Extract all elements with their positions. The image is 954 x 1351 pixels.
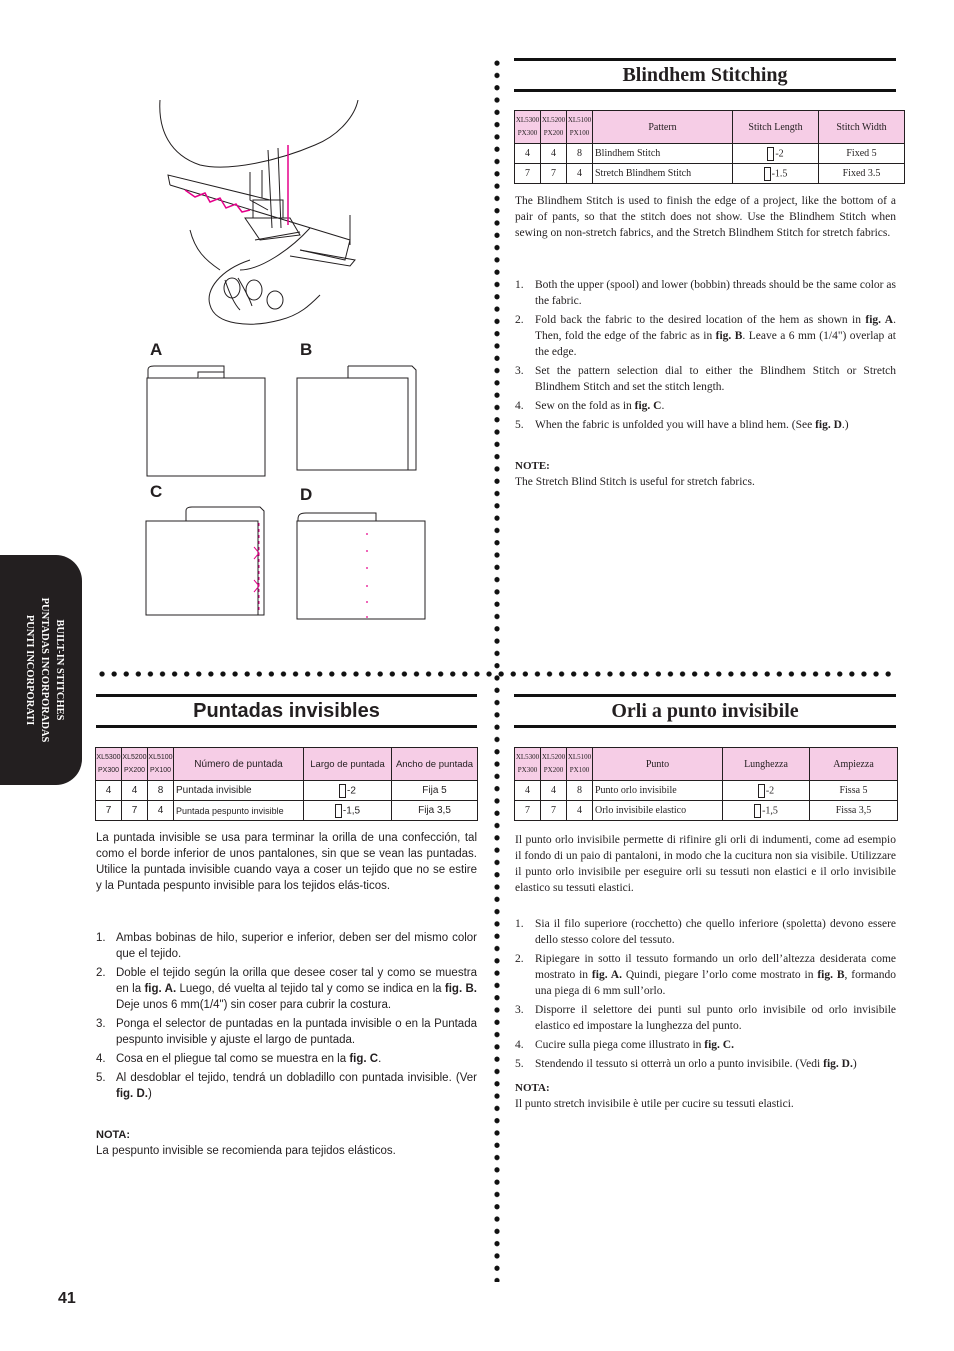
header-stitch-length: Largo de puntada — [304, 748, 392, 781]
header-stitch-width: Ampiezza — [810, 748, 898, 781]
model-col-1: XL5300 PX300 — [515, 111, 541, 144]
horizontal-dotted-divider — [96, 670, 896, 678]
list-item: 2. Fold back the fabric to the desired location of the hem as shown in fig. A. Then, fold the edge of the fabric as in fig. B. Leave a 6 mm (1/4") overlap at the edge. — [515, 314, 896, 358]
table-row: 4 4 8 Punto orlo invisibile -2 Fissa 5 — [515, 781, 898, 801]
list-item: 1. Both the upper (spool) and lower (bobbin) threads should be the same color as the fabric. — [515, 279, 896, 307]
table-row: 4 4 8 Blindhem Stitch -2 Fixed 5 — [515, 144, 905, 164]
length-box-icon — [767, 147, 774, 161]
fig-d-diagram — [292, 505, 432, 623]
spanish-note-text: La pespunto invisible se recomienda para tejidos elásticos. — [96, 1145, 396, 1157]
english-note-text: The Stretch Blind Stitch is useful for stretch fabrics. — [515, 476, 755, 488]
italian-intro: Il punto orlo invisibile permette di rifinire gli orli di indumenti, come ad esempio il fondo di un paio di pantaloni, in modo che la cucitura non sia visibile. Utilizzare il punto orlo invisibile per eseguire orli su tessuti non elastici e il orlo invisibile elastico su tessuti elastici. — [515, 834, 896, 894]
english-title: Blindhem Stitching — [514, 58, 896, 92]
spanish-intro: La puntada invisible se usa para terminar la orilla de una confección, tal como el borde inferior de unos pantalones, sin que se vean las puntadas. Utilice la puntada invisible cuando vaya a coser un tejido que no se estire y la Puntada pespunto invisible para los tejidos elás-ticos. — [96, 832, 477, 892]
header-stitch-length: Lunghezza — [723, 748, 810, 781]
fig-b-diagram — [292, 362, 422, 480]
list-item: 5. When the fabric is unfolded you will have a blind hem. (See fig. D.) — [515, 419, 849, 431]
header-pattern: Punto — [593, 748, 723, 781]
spanish-note-title: NOTA: — [96, 1129, 131, 1141]
italian-steps — [515, 916, 896, 1075]
list-item: 2. Doble el tejido según la orilla que desee coser tal y como se muestra en la fig. A. Luego, dé vuelta al tejido tal y como se indica en la fig. B. Deje unos 6 mm(1/4") sin coser para cubrir la costura. — [96, 967, 477, 1011]
length-box-icon — [758, 784, 765, 798]
english-note-title: NOTE: — [515, 460, 550, 472]
italian-title: Orli a punto invisibile — [514, 694, 896, 728]
length-box-icon — [764, 167, 771, 181]
list-item: 2. Ripiegare in sotto il tessuto formando un orlo dell’altezza desiderata come mostrato in fig. A. Quindi, piegare l’orlo come mostrato in fig. B, formando una piega di 6 mm sull’orlo. — [515, 953, 896, 997]
model-col-3: XL5100 PX100 — [567, 111, 593, 144]
sewing-machine-illustration — [150, 100, 370, 330]
spanish-stitch-table — [95, 747, 478, 821]
italian-note-title: NOTA: — [515, 1082, 550, 1094]
model-col-1: XL5300 PX300 — [96, 748, 122, 781]
model-col-2: XL5200 PX200 — [541, 111, 567, 144]
fig-label-a: A — [150, 340, 163, 359]
list-item: 5. Al desdoblar el tejido, tendrá un dobladillo con puntada invisible. (Ver fig. D.) — [96, 1072, 477, 1100]
table-row: 7 7 4 Stretch Blindhem Stitch -1.5 Fixed 3.5 — [515, 164, 905, 184]
length-box-icon — [339, 784, 346, 798]
header-stitch-width: Ancho de puntada — [392, 748, 478, 781]
fig-a-diagram — [140, 362, 270, 480]
spanish-steps — [96, 930, 477, 1105]
model-col-1: XL5300 PX300 — [515, 748, 541, 781]
list-item: 3. Set the pattern selection dial to either the Blindhem Stitch or Stretch Blindhem Stitch and set the stitch length. — [515, 365, 896, 393]
list-item: 5. Stendendo il tessuto si otterrà un orlo a punto invisibile. (Vedi fig. D.) — [515, 1058, 857, 1070]
header-pattern: Pattern — [593, 111, 733, 144]
side-tab-text: BUILT-IN STITCHES PUNTADAS INCORPORADAS PUNTI INCORPORATI — [24, 597, 65, 743]
table-row: 7 7 4 Puntada pespunto invisible -1,5 Fija 3,5 — [96, 801, 478, 821]
model-col-3: XL5100 PX100 — [148, 748, 174, 781]
model-col-2: XL5200 PX200 — [122, 748, 148, 781]
header-stitch-length: Stitch Length — [733, 111, 819, 144]
english-stitch-table — [514, 110, 905, 184]
list-item: 1. Sia il filo superiore (rocchetto) che quello inferiore (spoletta) devono essere dello stesso colore del tessuto. — [515, 918, 896, 946]
fig-label-c: C — [150, 482, 163, 501]
list-item: 3. Ponga el selector de puntadas en la puntada invisible o en la Puntada pespunto invisible y ajuste el largo de puntada. — [96, 1018, 477, 1046]
model-col-2: XL5200 PX200 — [541, 748, 567, 781]
fig-c-diagram — [140, 505, 270, 623]
list-item: 1. Ambas bobinas de hilo, superior e inferior, deben ser del mismo color que el tejido. — [96, 932, 477, 960]
length-box-icon — [335, 804, 342, 818]
italian-stitch-table — [514, 747, 898, 821]
list-item: 4. Cucire sulla piega come illustrato in fig. C. — [515, 1039, 734, 1051]
english-intro: The Blindhem Stitch is used to finish the edge of a project, like the bottom of a pair of pants, so that the stitch does not show. Use the Blindhem Stitch when sewing on non-stretch fabrics, and the Stretch Blindhem Stitch for stretch fabrics. — [515, 195, 896, 239]
header-stitch-width: Stitch Width — [819, 111, 905, 144]
english-steps — [515, 277, 896, 436]
list-item: 4. Cosa en el pliegue tal como se muestra en la fig. C. — [96, 1053, 382, 1065]
list-item: 3. Disporre il selettore dei punti sul punto orlo invisibile od orlo invisibile elastico ed impostare la lunghezza del punto. — [515, 1004, 896, 1032]
spanish-title: Puntadas invisibles — [96, 694, 477, 728]
table-row: 7 7 4 Orlo invisibile elastico -1,5 Fissa 3,5 — [515, 801, 898, 821]
fig-label-b: B — [300, 340, 313, 359]
length-box-icon — [754, 804, 761, 818]
table-row: 4 4 8 Puntada invisible -2 Fija 5 — [96, 781, 478, 801]
page-number: 41 — [58, 1290, 76, 1307]
fig-label-d: D — [300, 485, 313, 504]
model-col-3: XL5100 PX100 — [567, 748, 593, 781]
header-pattern: Número de puntada — [174, 748, 304, 781]
list-item: 4. Sew on the fold as in fig. C. — [515, 400, 665, 412]
italian-note-text: Il punto stretch invisibile è utile per cucire su tessuti elastici. — [515, 1098, 794, 1110]
